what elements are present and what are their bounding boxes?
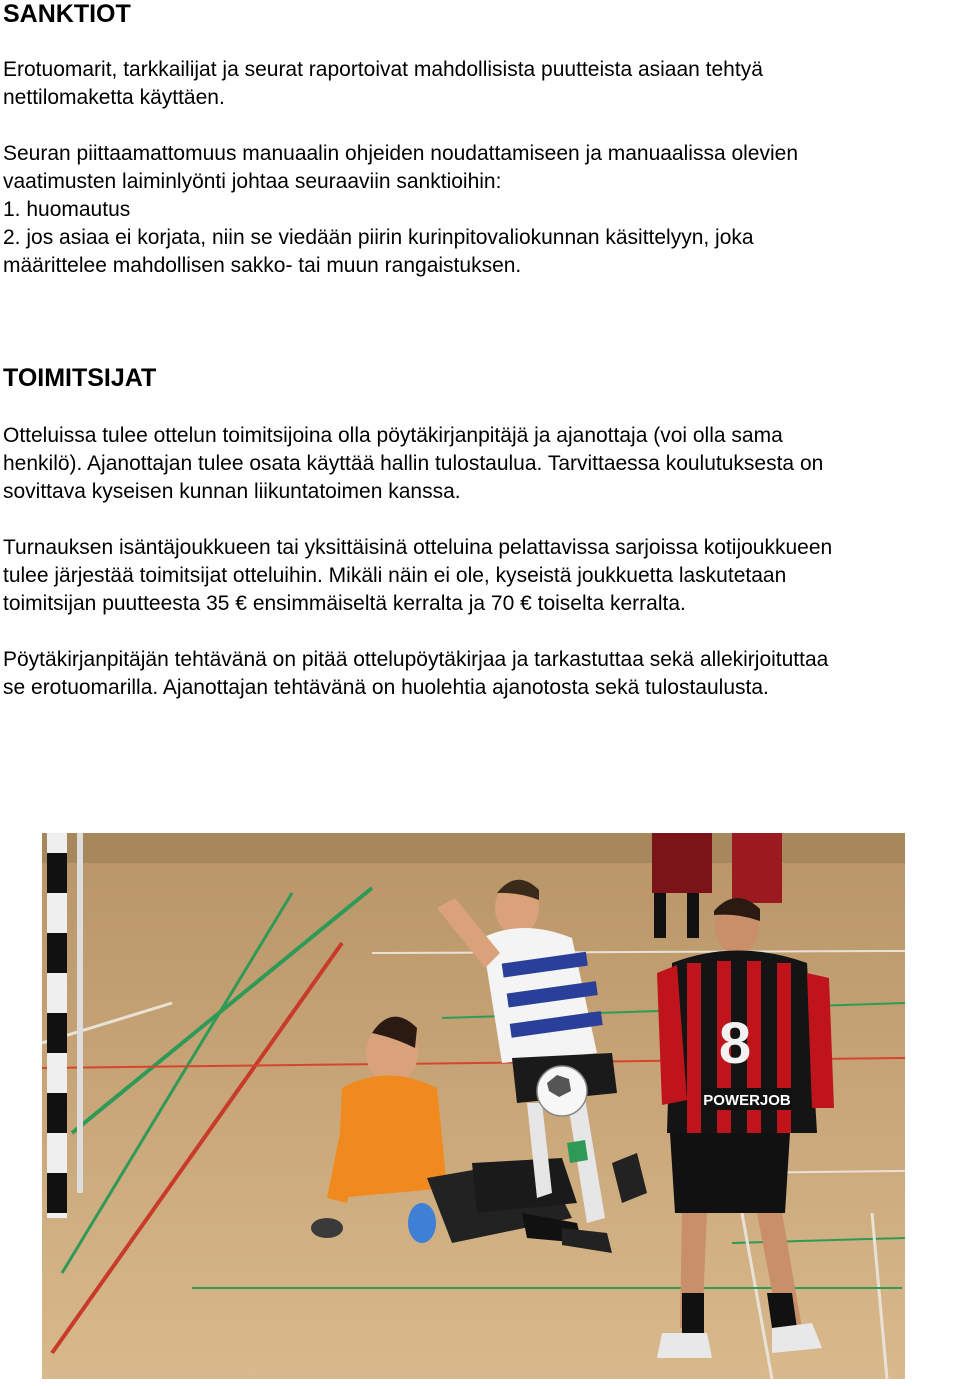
goal-post <box>47 833 83 1218</box>
text-line: Pöytäkirjanpitäjän tehtävänä on pitää ottelupöytäkirjaa ja tarkastuttaa sekä allekirjoituttaa <box>3 648 829 671</box>
text-line: se erotuomarilla. Ajanottajan tehtävänä on huolehtia ajanotosta sekä tulostaulusta. <box>3 676 769 699</box>
paragraph-toimitsijat-3 <box>3 646 959 702</box>
jersey-number: 8 <box>718 1011 752 1076</box>
futsal-photo <box>42 833 905 1379</box>
text-line: Seuran piittaamattomuus manuaalin ohjeiden noudattamiseen ja manuaalissa olevien <box>3 142 799 165</box>
text-line: määrittelee mahdollisen sakko- tai muun rangaistuksen. <box>3 254 522 277</box>
text-line: nettilomaketta käyttäen. <box>3 86 225 109</box>
paragraph-toimitsijat-2 <box>3 534 959 618</box>
text-line: 1. huomautus <box>3 198 131 221</box>
text-line: 2. jos asiaa ei korjata, niin se viedään piirin kurinpitovaliokunnan käsittelyyn, joka <box>3 226 754 249</box>
section-heading-sanktiot: SANKTIOT <box>3 0 131 28</box>
paragraph-sanktiot-2 <box>3 140 959 280</box>
section-heading-toimitsijat: TOIMITSIJAT <box>3 364 157 392</box>
text-line: sovittava kyseisen kunnan liikuntatoimen kanssa. <box>3 480 461 503</box>
futsal-photo-illustration <box>42 833 905 1379</box>
text-line: henkilö). Ajanottajan tulee osata käyttää hallin tulostaulua. Tarvittaessa koulutuksesta on <box>3 452 824 475</box>
text-line: Erotuomarit, tarkkailijat ja seurat raportoivat mahdollisista puutteista asiaan tehtyä <box>3 58 763 81</box>
text-line: tulee järjestää toimitsijat otteluihin. Mikäli näin ei ole, kyseistä joukkuetta laskutetaan <box>3 564 787 587</box>
paragraph-toimitsijat-1 <box>3 422 959 506</box>
jersey-sponsor: POWERJOB <box>703 1092 791 1109</box>
document <box>3 0 958 699</box>
text-line: vaatimusten laiminlyönti johtaa seuraaviin sanktioihin: <box>3 170 502 193</box>
paragraph-sanktiot-1 <box>3 56 959 112</box>
text-line: Turnauksen isäntäjoukkueen tai yksittäisinä otteluina pelattavissa sarjoissa kotijoukkueen <box>3 536 833 559</box>
text-line: Otteluissa tulee ottelun toimitsijoina olla pöytäkirjanpitäjä ja ajanottaja (voi olla sama <box>3 424 783 447</box>
text-line: toimitsijan puutteesta 35 € ensimmäiseltä kerralta ja 70 € toiselta kerralta. <box>3 592 686 615</box>
